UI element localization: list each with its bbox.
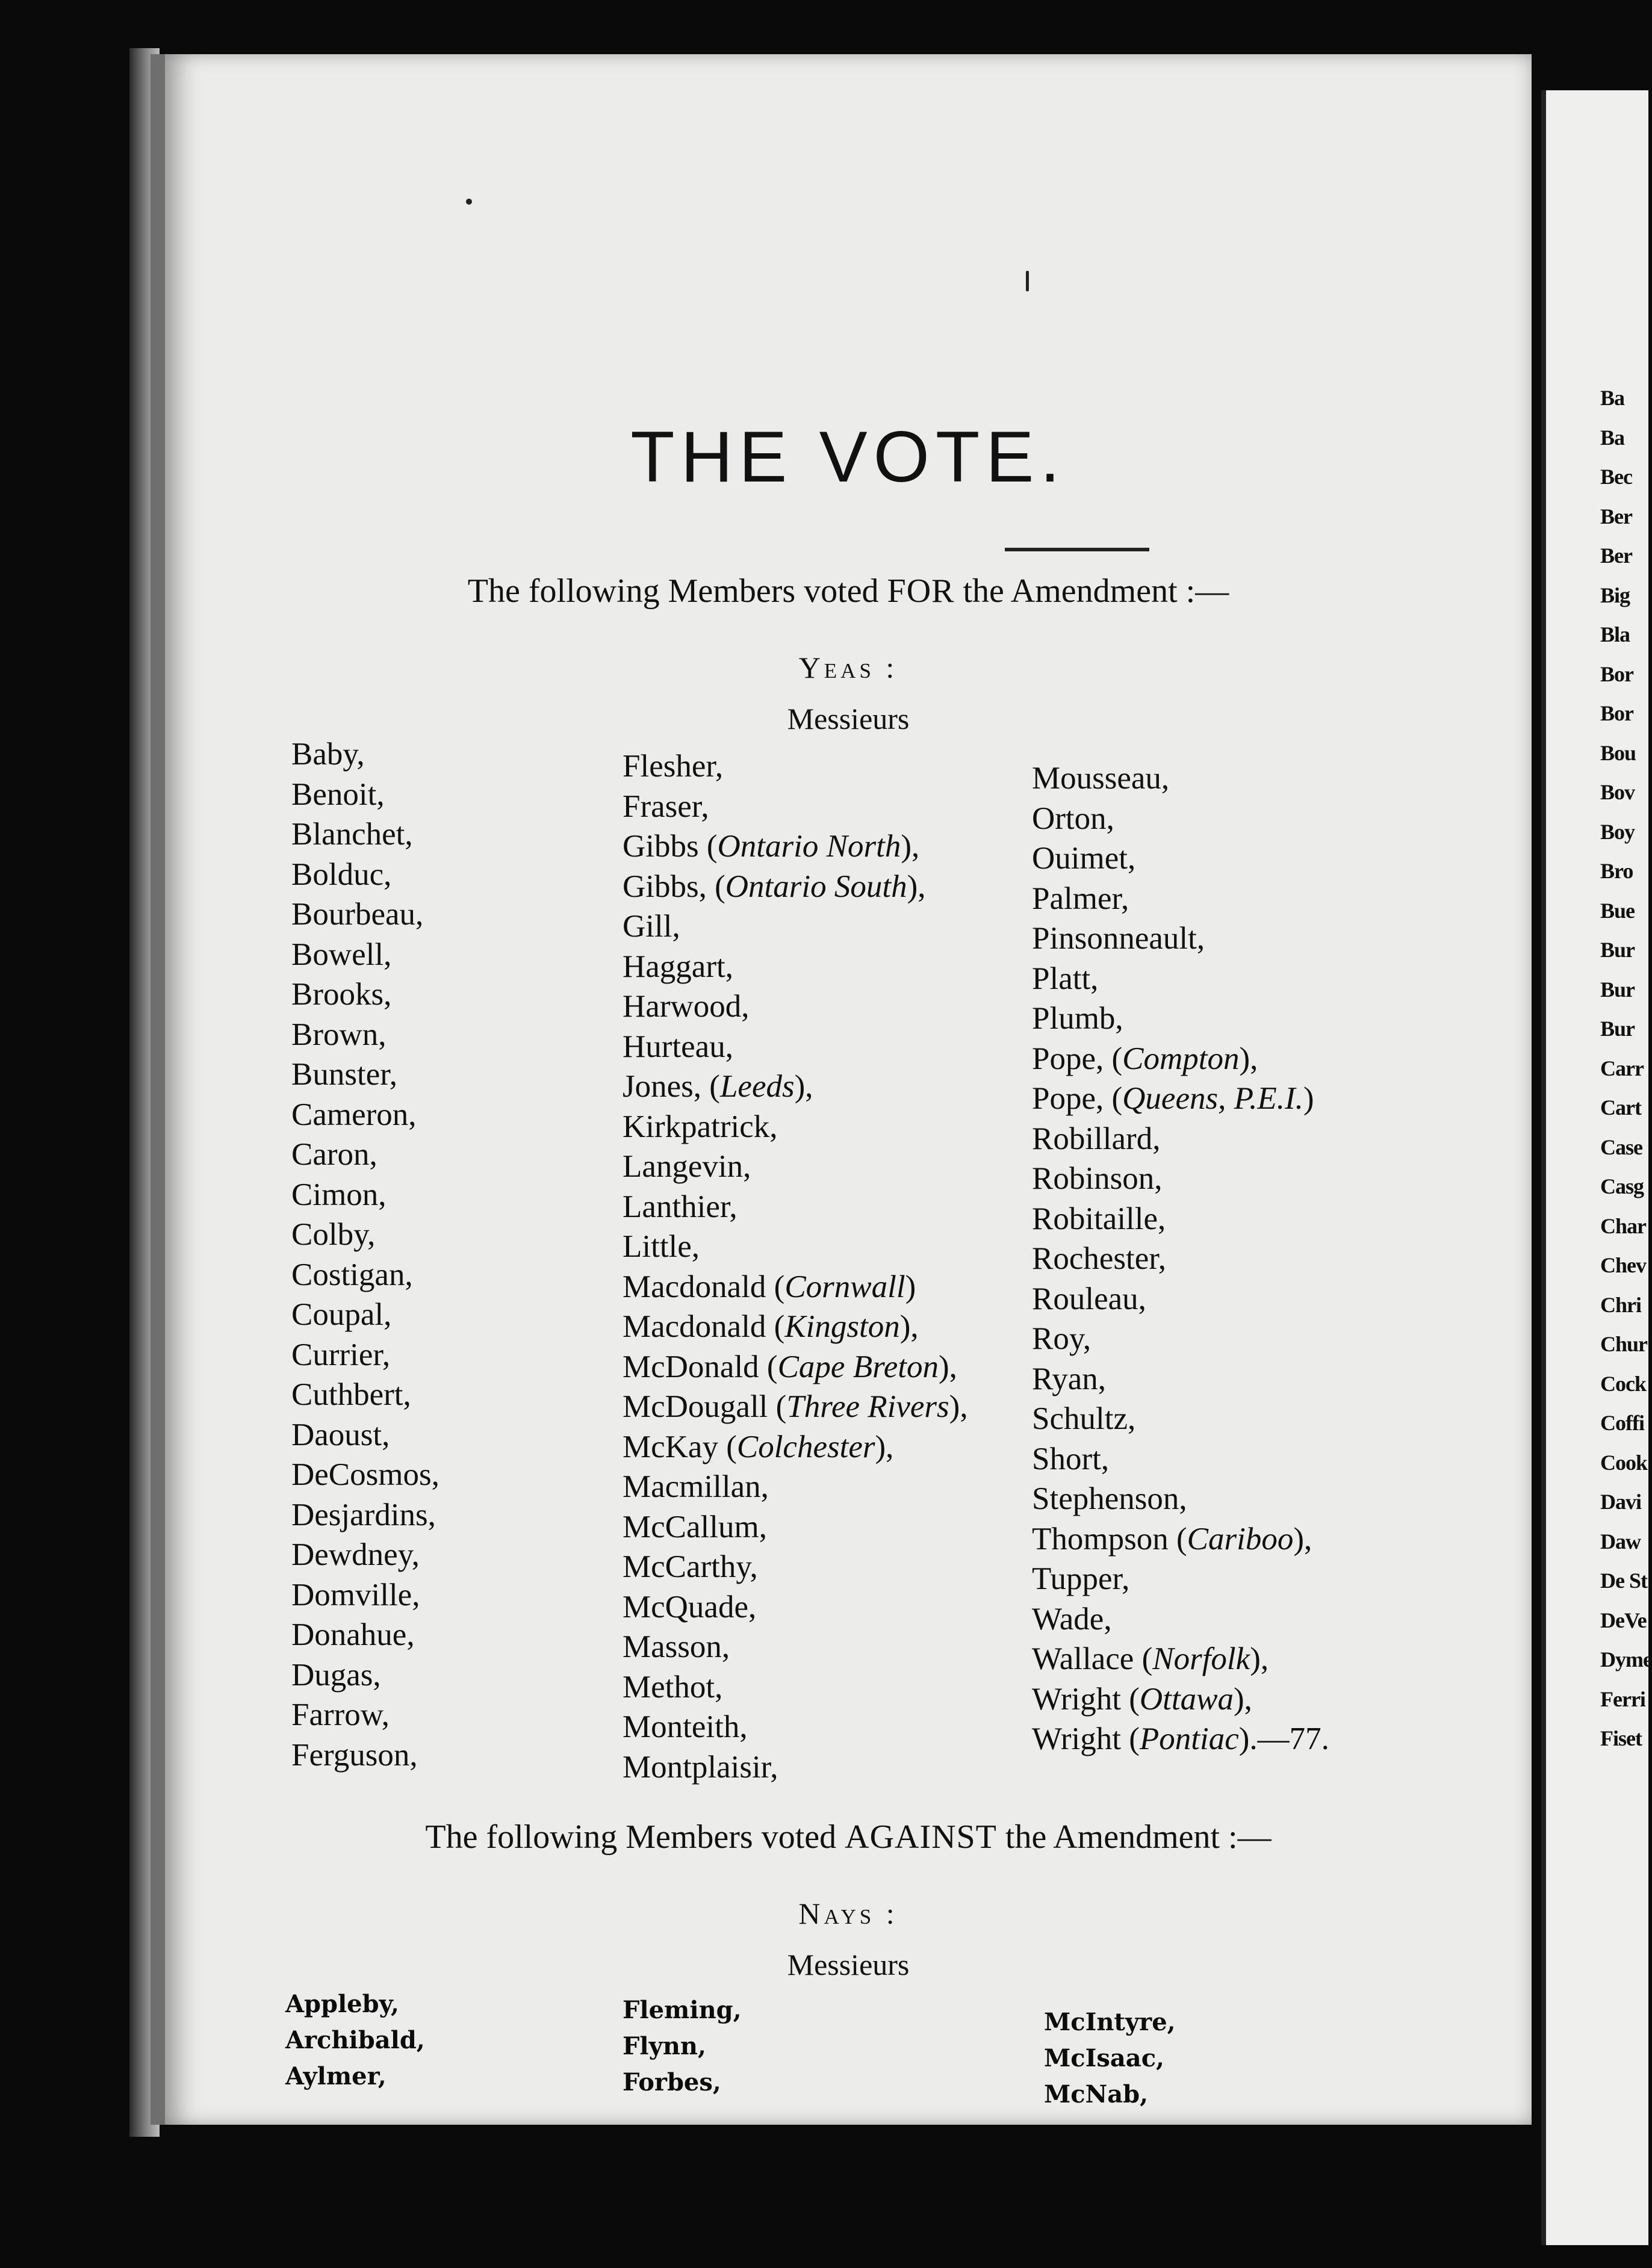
facing-page-name-fragment: Chri [1600, 1292, 1641, 1317]
facing-page-name-fragment: Ferri [1600, 1687, 1645, 1711]
yea-member-name: Colby, [291, 1217, 376, 1252]
yea-member-name: Flesher, [623, 749, 724, 784]
facing-page-name-fragment: Bor [1600, 701, 1633, 725]
yea-member-name: Currier, [291, 1337, 391, 1372]
yea-member-name: Kirkpatrick, [623, 1109, 778, 1144]
yea-member-name: Donahue, [291, 1617, 415, 1652]
yea-member-name: Ryan, [1032, 1361, 1107, 1396]
facing-page-name-fragment: Bor [1600, 662, 1633, 686]
facing-page-name-fragment: DeVe [1600, 1608, 1647, 1632]
yea-member-name: Dewdney, [291, 1537, 420, 1572]
yea-member-name: Macdonald (Cornwall) [623, 1269, 916, 1304]
yea-member-name: Pope, (Compton), [1032, 1041, 1258, 1076]
facing-page-name-fragment: Ber [1600, 504, 1632, 528]
ink-speck [1026, 271, 1029, 291]
facing-page-fragment [1541, 90, 1652, 2245]
yea-member-name: Baby, [291, 737, 365, 772]
yea-member-name: Brown, [291, 1017, 387, 1052]
facing-page-name-fragment: Boy [1600, 819, 1635, 844]
yea-member-name: Robinson, [1032, 1161, 1163, 1196]
yea-member-name: Wallace (Norfolk), [1032, 1641, 1269, 1676]
yea-member-name: Mousseau, [1032, 761, 1170, 796]
yea-member-name: Roy, [1032, 1321, 1092, 1356]
facing-page-name-fragment: Davi [1600, 1490, 1641, 1514]
yea-member-name: Haggart, [623, 949, 733, 984]
facing-page-name-fragment: Dyme [1600, 1647, 1652, 1672]
yea-member-name: Stephenson, [1032, 1481, 1187, 1516]
yea-member-name: Bowell, [291, 937, 392, 972]
yea-member-name: Platt, [1032, 961, 1099, 996]
yea-member-name: Tupper, [1032, 1561, 1130, 1596]
yea-member-name: Wright (Pontiac).—77. [1032, 1721, 1329, 1756]
yea-member-name: Bourbeau, [291, 897, 424, 932]
yea-member-name: McDonald (Cape Breton), [623, 1349, 957, 1384]
facing-page-name-fragment: Bur [1600, 938, 1635, 962]
yea-member-name: Rochester, [1032, 1241, 1167, 1276]
yea-member-name: Cimon, [291, 1177, 387, 1212]
nays-column-3 [1044, 2004, 1176, 2113]
facing-page-name-fragment: Cart [1600, 1095, 1641, 1120]
yea-member-name: Robillard, [1032, 1121, 1161, 1156]
yea-member-name: Cameron, [291, 1097, 417, 1132]
nays-column-2 [623, 1992, 742, 2101]
yea-member-name: Gibbs, (Ontario South), [623, 869, 926, 904]
yea-member-name: Robitaille, [1032, 1201, 1166, 1236]
yea-member-name: Lanthier, [623, 1189, 738, 1224]
yea-member-name: McDougall (Three Rivers), [623, 1389, 968, 1424]
against-intro-prefix: The following Members voted [425, 1818, 845, 1856]
nay-member-name: Appleby, [285, 1990, 399, 2018]
ink-speck [466, 199, 472, 205]
facing-page-name-fragment: Big [1600, 583, 1630, 607]
nays-heading: Nays : [798, 1897, 898, 1930]
yea-member-name: Gill, [623, 909, 680, 944]
yea-member-name: Cuthbert, [291, 1377, 411, 1412]
yea-member-name: McKay (Colchester), [623, 1429, 894, 1464]
yeas-column-1 [291, 734, 439, 1775]
yea-member-name: DeCosmos, [291, 1457, 439, 1492]
yeas-column-3 [1032, 758, 1329, 1759]
yea-member-name: McCallum, [623, 1509, 767, 1545]
yeas-heading: Yeas : [798, 651, 898, 684]
facing-page-name-fragment: Ba [1600, 386, 1625, 410]
yea-member-name: Pope, (Queens, P.E.I.) [1032, 1081, 1314, 1116]
nay-member-name: McIntyre, [1044, 2008, 1176, 2036]
yea-member-name: Harwood, [623, 989, 750, 1024]
nay-member-name: McIsaac, [1044, 2044, 1164, 2072]
yea-member-name: Plumb, [1032, 1001, 1123, 1036]
facing-page-name-fragment: Bec [1600, 465, 1632, 489]
facing-page-name-fragment: Bur [1600, 977, 1635, 1002]
yea-member-name: Blanchet, [291, 817, 413, 852]
against-intro-keyword: AGAINST [845, 1818, 997, 1856]
yea-member-name: Wright (Ottawa), [1032, 1681, 1252, 1717]
yea-member-name: Bunster, [291, 1057, 398, 1092]
document-page [151, 54, 1532, 2125]
facing-page-name-fragment: Carr [1600, 1056, 1644, 1080]
facing-page-name-fragment: Coffi [1600, 1411, 1644, 1435]
facing-page-name-fragment: Bou [1600, 740, 1636, 765]
yea-member-name: Langevin, [623, 1149, 751, 1184]
yea-member-name: Domville, [291, 1577, 420, 1613]
yea-member-name: Hurteau, [623, 1029, 733, 1064]
yea-member-name: Jones, (Leeds), [623, 1069, 813, 1104]
title-divider [1005, 548, 1149, 551]
nay-member-name: Archibald, [285, 2026, 425, 2054]
yea-member-name: Rouleau, [1032, 1281, 1146, 1316]
facing-page-name-fragment: Cock [1600, 1371, 1646, 1396]
nays-column-1 [285, 1986, 425, 2095]
facing-page-name-fragment: Bro [1600, 859, 1633, 883]
yea-member-name: Masson, [623, 1629, 730, 1664]
yea-member-name: Gibbs (Ontario North), [623, 829, 920, 864]
yea-member-name: Ouimet, [1032, 841, 1136, 876]
facing-page-name-fragment: Bue [1600, 898, 1635, 923]
yea-member-name: Caron, [291, 1137, 377, 1172]
facing-page-name-fragment: Chur [1600, 1332, 1648, 1356]
yea-member-name: Palmer, [1032, 881, 1129, 916]
facing-page-name-fragment: Casg [1600, 1174, 1644, 1198]
nay-member-name: Fleming, [623, 1996, 742, 2024]
yea-member-name: Brooks, [291, 977, 392, 1012]
yea-member-name: Pinsonneault, [1032, 921, 1205, 956]
yea-member-name: Macdonald (Kingston), [623, 1309, 919, 1344]
yea-member-name: Benoit, [291, 776, 385, 812]
yea-member-name: Wade, [1032, 1601, 1112, 1637]
facing-page-name-fragment: De St [1600, 1569, 1647, 1593]
facing-page-name-fragment: Case [1600, 1135, 1642, 1159]
nay-member-name: McNab, [1044, 2080, 1149, 2108]
yea-member-name: Fraser, [623, 789, 709, 824]
yea-member-name: Coupal, [291, 1297, 392, 1332]
yea-member-name: McCarthy, [623, 1549, 758, 1584]
facing-page-name-fragment: Cook [1600, 1450, 1648, 1475]
for-intro-suffix: the Amendment :— [954, 572, 1229, 610]
nay-member-name: Aylmer, [285, 2062, 387, 2090]
yea-member-name: Bolduc, [291, 857, 392, 892]
facing-page-name-fragment: Ber [1600, 544, 1632, 568]
facing-page-name-fragment: Char [1600, 1213, 1646, 1238]
yea-member-name: Daoust, [291, 1417, 390, 1452]
yeas-column-2 [623, 746, 968, 1787]
against-intro-suffix: the Amendment :— [996, 1818, 1272, 1856]
yea-member-name: Dugas, [291, 1657, 381, 1693]
facing-page-name-fragment: Ba [1600, 425, 1625, 450]
yea-member-name: Short, [1032, 1441, 1110, 1476]
page-title: THE VOTE. [630, 417, 1066, 497]
yea-member-name: Costigan, [291, 1257, 413, 1292]
facing-page-name-fragment: Chev [1600, 1253, 1646, 1277]
for-intro [165, 572, 1532, 610]
facing-page-name-fragment: Bla [1600, 622, 1630, 646]
nay-member-name: Forbes, [623, 2068, 721, 2096]
yea-member-name: Orton, [1032, 801, 1114, 836]
yea-member-name: Macmillan, [623, 1469, 769, 1504]
facing-page-name-fragment: Bur [1600, 1017, 1635, 1041]
nays-subheading: Messieurs [787, 1948, 910, 1981]
yeas-subheading: Messieurs [787, 702, 910, 736]
facing-page-name-fragment: Daw [1600, 1529, 1641, 1554]
yea-member-name: Little, [623, 1229, 700, 1264]
yea-member-name: Methot, [623, 1669, 723, 1705]
yea-member-name: Thompson (Cariboo), [1032, 1521, 1312, 1557]
facing-page-name-fragment: Fiset [1600, 1726, 1642, 1750]
yea-member-name: McQuade, [623, 1589, 757, 1625]
yea-member-name: Monteith, [623, 1709, 748, 1744]
yea-member-name: Schultz, [1032, 1401, 1136, 1436]
for-intro-prefix: The following Members voted [467, 572, 887, 610]
nay-member-name: Flynn, [623, 2032, 706, 2060]
yea-member-name: Desjardins, [291, 1497, 436, 1532]
for-intro-keyword: FOR [887, 572, 955, 610]
yea-member-name: Farrow, [291, 1697, 390, 1732]
yea-member-name: Ferguson, [291, 1737, 418, 1773]
yea-member-name: Montplaisir, [623, 1749, 778, 1785]
facing-page-name-fragment: Bov [1600, 780, 1635, 804]
against-intro [165, 1818, 1532, 1856]
